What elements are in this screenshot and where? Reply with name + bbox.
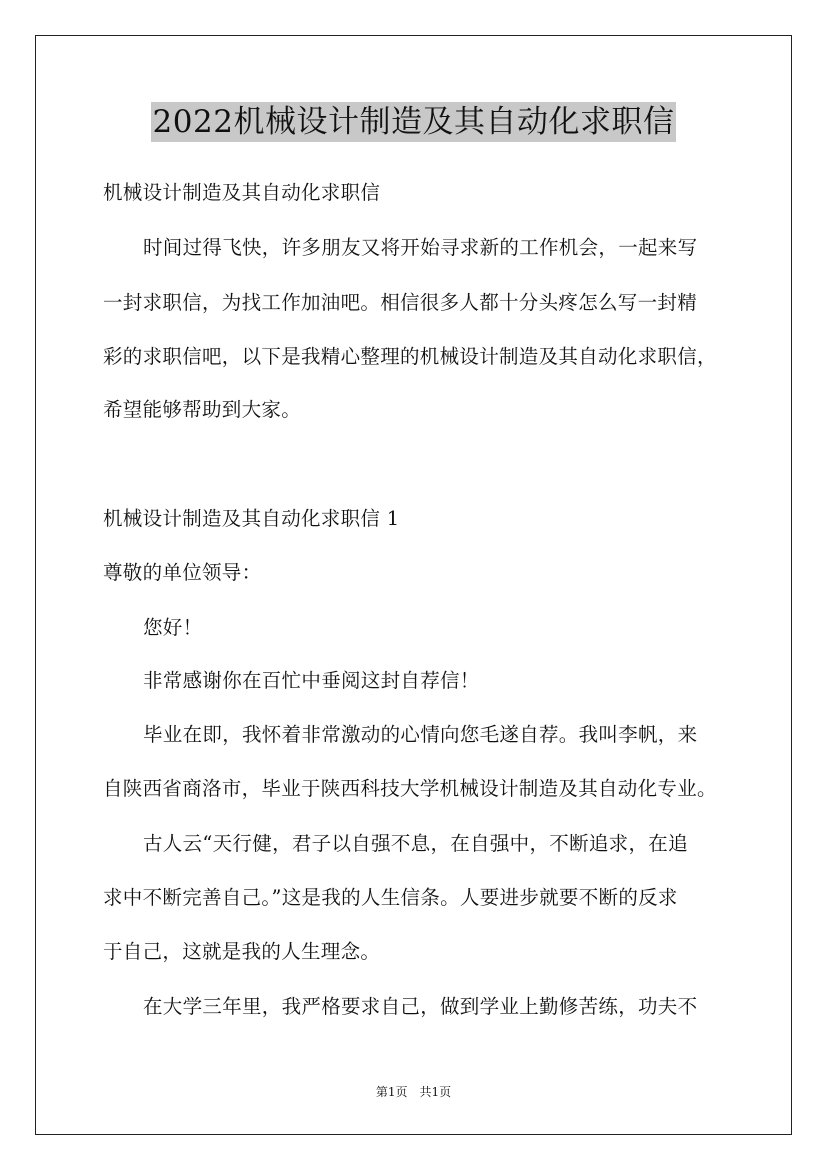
paragraph-line: 自陕西省商洛市，毕业于陕西科技大学机械设计制造及其自动化专业。	[103, 777, 717, 800]
page-footer: 第1页 共1页	[375, 1085, 452, 1099]
salutation: 尊敬的单位领导：	[103, 561, 262, 584]
paragraph-line: 希望能够帮助到大家。	[103, 398, 302, 421]
title-container	[0, 102, 827, 142]
paragraph-line: 一封求职信，为找工作加油吧。相信很多人都十分头疼怎么写一封精	[103, 291, 698, 314]
paragraph-line: 于自己，这就是我的人生理念。	[103, 940, 381, 963]
subtitle-line: 机械设计制造及其自动化求职信	[103, 181, 381, 204]
paragraph-line: 在大学三年里，我严格要求自己，做到学业上勤修苦练，功夫不	[143, 995, 698, 1018]
paragraph-line: 时间过得飞快，许多朋友又将开始寻求新的工作机会，一起来写	[143, 236, 698, 259]
paragraph-line: 求中不断完善自己。”这是我的人生信条。人要进步就要不断的反求	[103, 886, 678, 909]
paragraph-line: 彩的求职信吧，以下是我精心整理的机械设计制造及其自动化求职信，	[103, 345, 717, 368]
paragraph-line: 非常感谢你在百忙中垂阅这封自荐信！	[143, 669, 480, 692]
paragraph-line: 毕业在即，我怀着非常激动的心情向您毛遂自荐。我叫李帆，来	[143, 723, 698, 746]
greeting: 您好！	[143, 616, 203, 639]
document-title: 2022机械设计制造及其自动化求职信	[152, 104, 675, 140]
section-heading: 机械设计制造及其自动化求职信 1	[103, 507, 400, 530]
paragraph-line: 古人云“天行健，君子以自强不息，在自强中，不断追求，在追	[143, 832, 688, 855]
